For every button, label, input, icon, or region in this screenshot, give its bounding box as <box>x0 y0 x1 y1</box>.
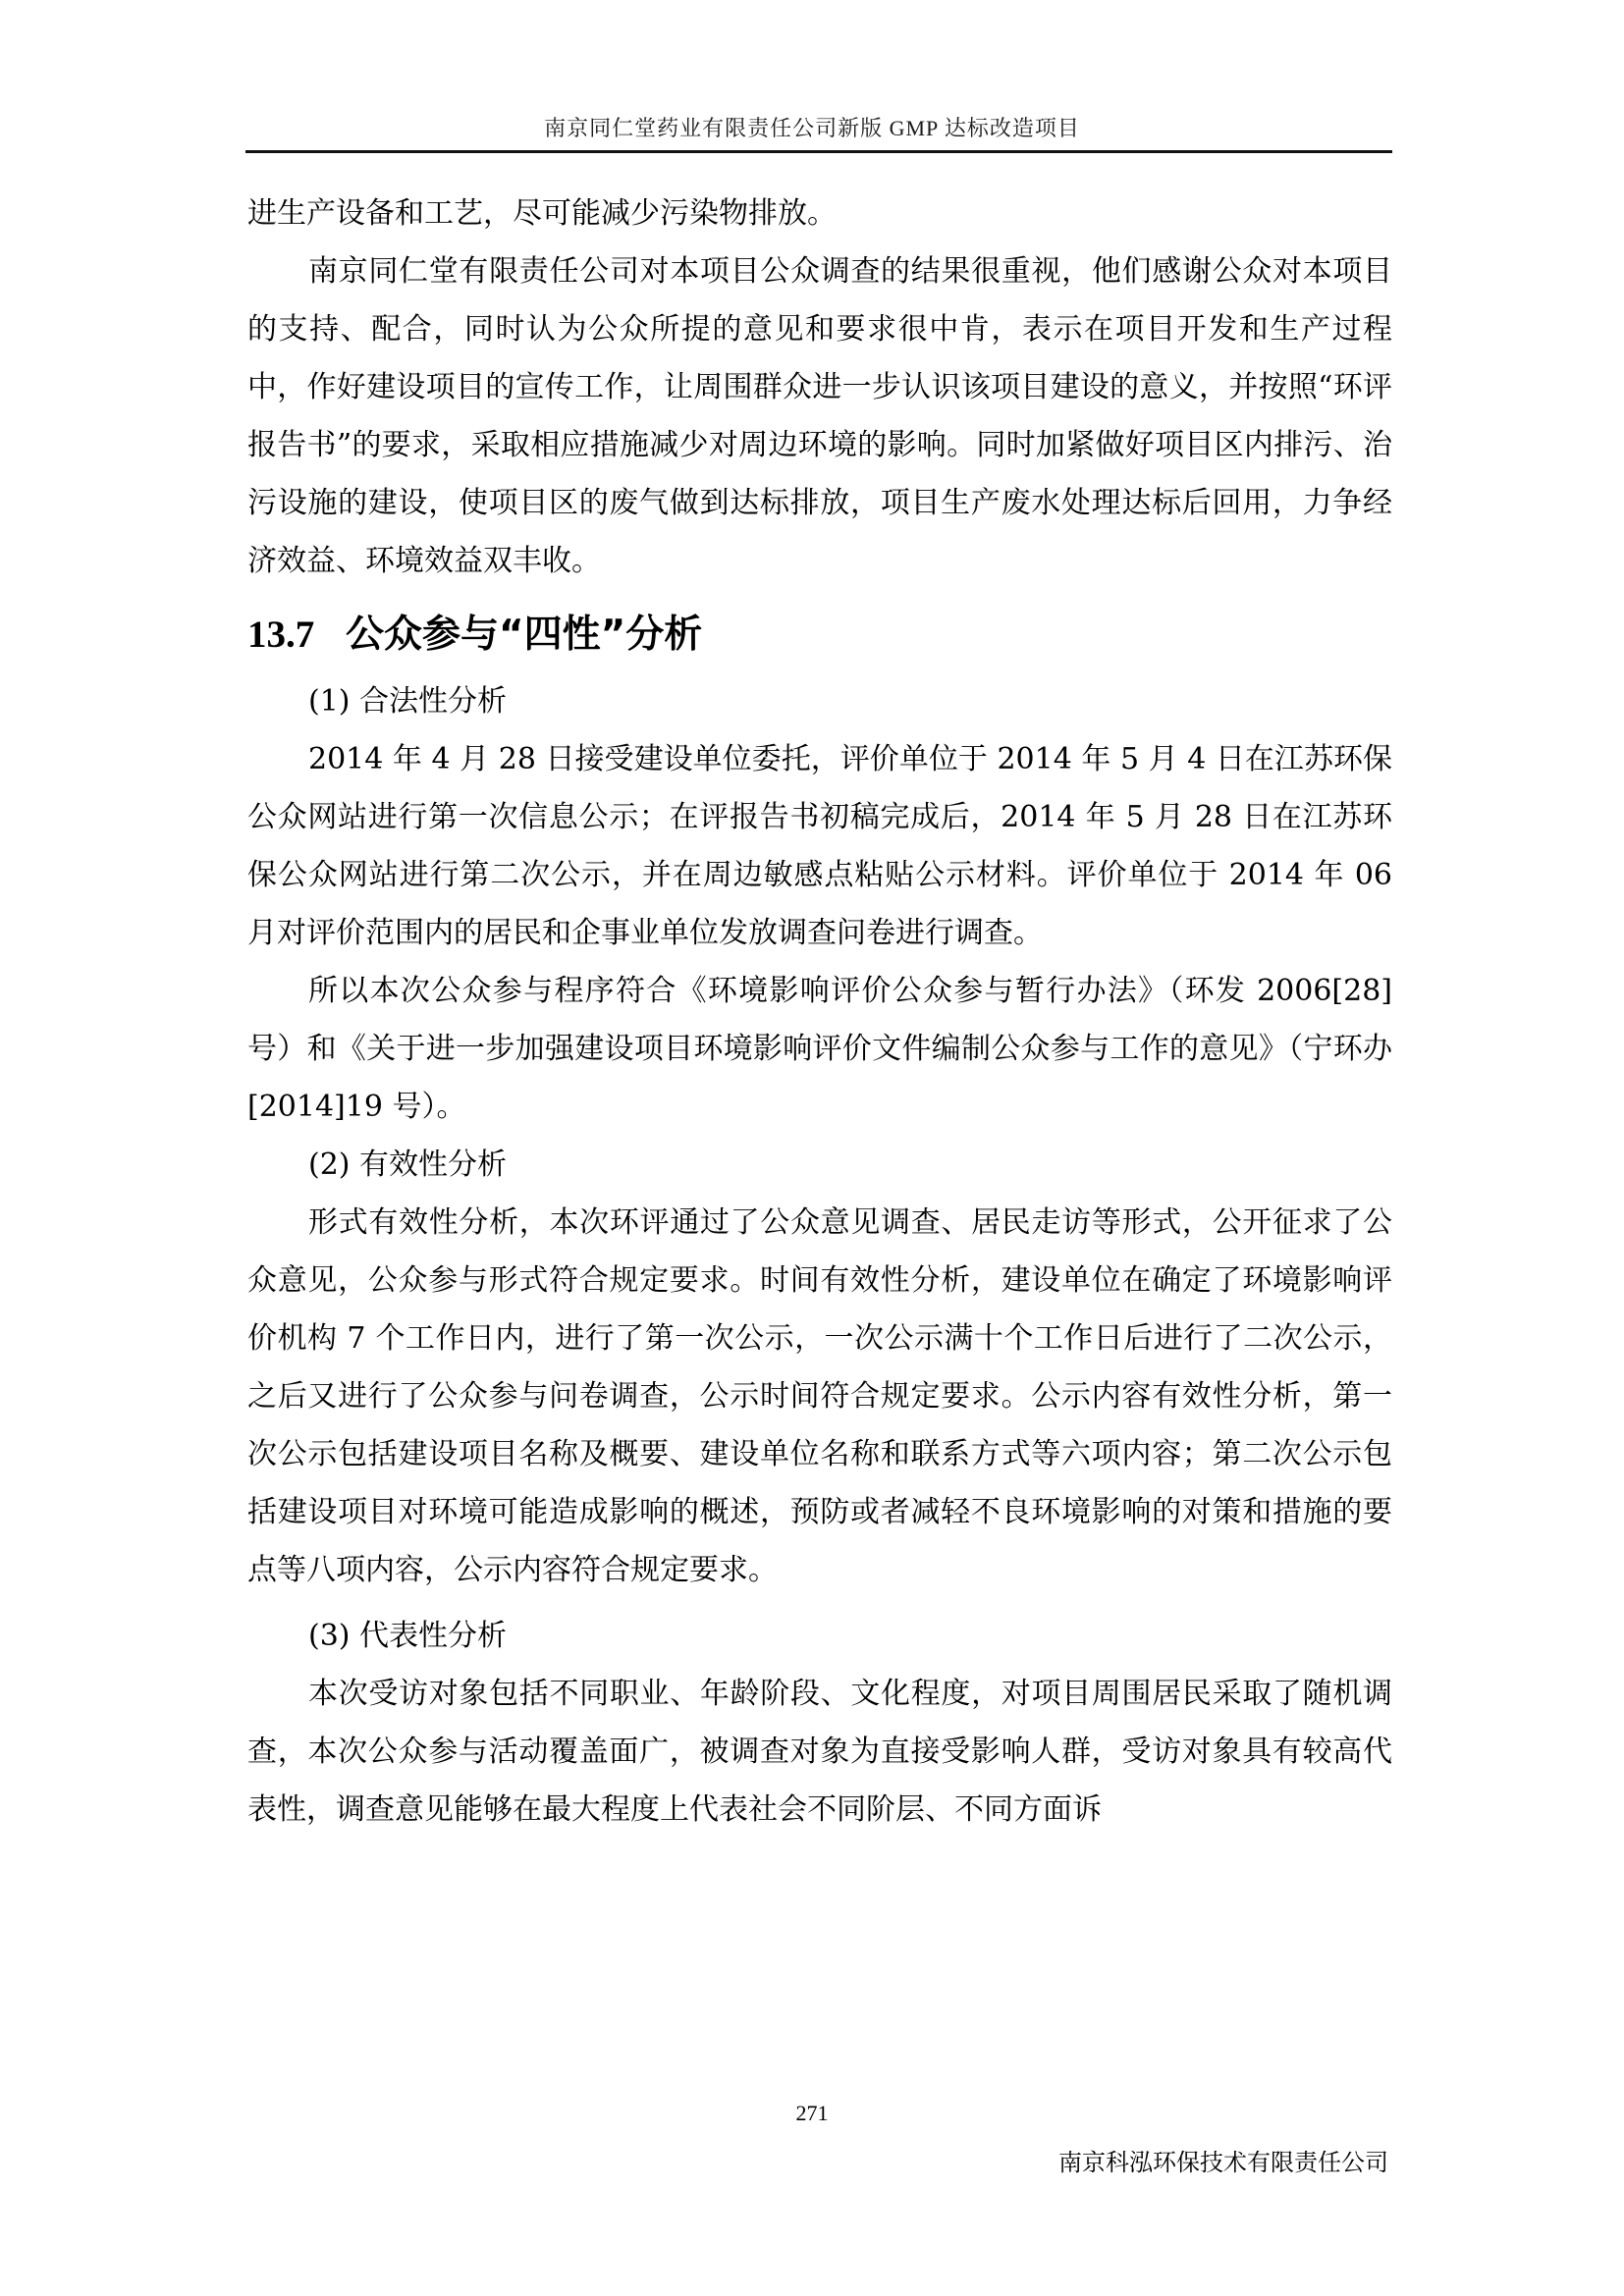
section-title-text: 公众参与“四性”分析 <box>346 613 703 657</box>
footer-company-name: 南京科泓环保技术有限责任公司 <box>1058 2149 1388 2176</box>
paragraph-validity: 形式有效性分析，本次环评通过了公众意见调查、居民走访等形式，公开征求了公众意见，公众参与形式符合规定要求。时间有效性分析，建设单位在确定了环境影响评价机构 7 个工作日内，进行了第一次公示，一次公示满十个工作日后进行了二次公示，之后又进行了公众参与问卷调查，公示时间符合规定要求。公示内容有效性分析，第一次公示包括建设项目名称及概要、建设单位名称和联系方式等六项内容；第二次公示包括建设项目对环境可能造成影响的概述，预防或者减轻不良环境影响的对策和措施的要点等八项内容，公示内容符合规定要求。 <box>247 1205 1392 1587</box>
paragraph-company-response: 南京同仁堂有限责任公司对本项目公众调查的结果很重视，他们感谢公众对本项目的支持、配合，同时认为公众所提的意见和要求很中肯，表示在项目开发和生产过程中，作好建设项目的宣传工作，让周围群众进一步认识该项目建设的意义，并按照“环评报告书”的要求，采取相应措施减少对周边环境的影响。同时加紧做好项目区内排污、治污设施的建设，使项目区的废气做到达标排放，项目生产废水处理达标后回用，力争经济效益、环境效益双丰收。 <box>247 254 1392 578</box>
paragraph-legality-conclusion: 所以本次公众参与程序符合《环境影响评价公众参与暂行办法》（环发 2006[28]号）和《关于进一步加强建设项目环境影响评价文件编制公众参与工作的意见》（宁环办[2014]19 号）。 <box>247 974 1392 1124</box>
paragraph-representativeness: 本次受访对象包括不同职业、年龄阶段、文化程度，对项目周围居民采取了随机调查，本次公众参与活动覆盖面广，被调查对象为直接受影响人群，受访对象具有较高代表性，调查意见能够在最大程度上代表社会不同阶层、不同方面诉 <box>247 1677 1392 1827</box>
subheading-legality: (1) 合法性分析 <box>308 684 508 719</box>
subheading-representativeness: (3) 代表性分析 <box>308 1619 508 1653</box>
page-body <box>247 185 1392 1839</box>
paragraph-continuation: 进生产设备和工艺，尽可能减少污染物排放。 <box>247 196 837 231</box>
section-number: 13.7 <box>247 614 315 656</box>
running-header-title: 南京同仁堂药业有限责任公司新版 GMP 达标改造项目 <box>544 116 1080 140</box>
subheading-validity: (2) 有效性分析 <box>308 1148 508 1182</box>
section-heading <box>247 606 1392 665</box>
paragraph-legality-timeline: 2014 年 4 月 28 日接受建设单位委托，评价单位于 2014 年 5 月 4 日在江苏环保公众网站进行第一次信息公示；在评报告书初稿完成后，2014 年 5 月 28 日在江苏环保公众网站进行第二次公示，并在周边敏感点粘贴公示材料。评价单位于 2014 年 06 月对评价范围内的居民和企事业单位发放调查问卷进行调查。 <box>247 742 1392 950</box>
page-number: 271 <box>795 2101 829 2125</box>
header-divider <box>245 150 1392 153</box>
